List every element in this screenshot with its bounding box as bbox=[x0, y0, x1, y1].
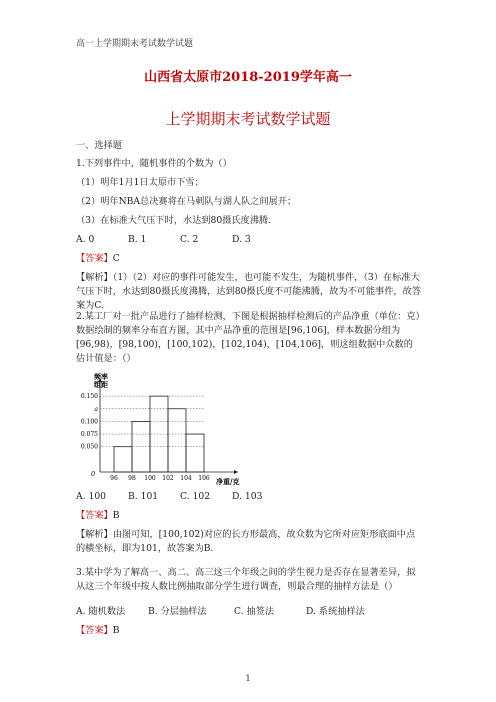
q2-stem: 2.某工厂对一批产品进行了抽样检测，下图是根据抽样检测后的产品净重（单位：克）数据绘制的频率分布直方图，其中产品净重的范围是[96,106]，样本数据分组为[96,98)，[98,100)，[100,102)，[102,104)，[104,106]，则这组数据中众数的估计值是：（） bbox=[76, 311, 421, 364]
title-line-1: 山西省太原市2018-2019学年高一 bbox=[144, 70, 352, 85]
q1-item-1: （1）明年1月1日太原市下雪； bbox=[76, 177, 204, 188]
page-header: 高一上学期期末考试数学试题 bbox=[76, 39, 194, 49]
histogram-bar bbox=[114, 447, 132, 472]
q2-analysis bbox=[76, 528, 422, 556]
y-tick-label: 0.050 bbox=[80, 443, 98, 451]
q1-analysis bbox=[76, 271, 422, 313]
x-axis-label: 净重/克 bbox=[216, 477, 240, 486]
y-tick-label: 0.075 bbox=[80, 431, 98, 439]
q3-options bbox=[76, 605, 422, 619]
q1-options bbox=[76, 233, 422, 247]
q3-option-c: C. 抽签法 bbox=[234, 606, 275, 617]
y-tick-label: 0.150 bbox=[80, 393, 98, 401]
q2-option-a: A. 100 bbox=[76, 491, 107, 502]
q3-stem: 3.某中学为了解高一、高二、高三这三个年级之间的学生视力是否存在显著差异，拟从这三个年级中按人数比例抽取部分学生进行调查，则最合理的抽样方法是（） bbox=[76, 567, 416, 592]
x-tick-label: 102 bbox=[162, 475, 174, 482]
q3-option-a: A. 随机数法 bbox=[76, 606, 126, 617]
y-axis-label-bottom: 组距 bbox=[94, 380, 108, 389]
x-tick-label: 96 bbox=[110, 475, 118, 482]
q1-answer-tag: 【答案】 bbox=[76, 253, 113, 264]
x-tick-label: 100 bbox=[144, 475, 156, 482]
origin-label: 0 bbox=[91, 470, 96, 478]
title-line-2: 上学期期末考试数学试题 bbox=[165, 110, 331, 128]
x-tick-label: 106 bbox=[198, 475, 210, 482]
q2-analysis-text: 由图可知，[100,102)对应的长方形最高，故众数为它所对应矩形底面中点的横坐标，即为101，故答案为B. bbox=[76, 529, 416, 554]
histogram-bar bbox=[186, 434, 204, 472]
q2-option-b: B. 101 bbox=[128, 491, 159, 502]
q1-option-c: C. 2 bbox=[180, 234, 199, 245]
q3-answer bbox=[76, 624, 422, 638]
histogram-bar bbox=[168, 409, 186, 472]
q3-answer-tag: 【答案】 bbox=[76, 625, 113, 636]
x-tick-label: 98 bbox=[128, 475, 136, 482]
q2-answer bbox=[76, 509, 422, 523]
q3-option-b: B. 分层抽样法 bbox=[148, 606, 207, 617]
q1-analysis-tag: 【解析】 bbox=[76, 272, 113, 283]
q2-answer-value: B bbox=[112, 510, 120, 521]
q3-option-d: D. 系统抽样法 bbox=[306, 606, 365, 617]
x-axis-arrow bbox=[234, 470, 238, 474]
q1-item-2: （2）明年NBA总决赛将在马刺队与湖人队之间展开； bbox=[76, 196, 297, 207]
frequency-histogram bbox=[78, 372, 246, 492]
q1-stem: 1.下列事件中，随机事件的个数为（） bbox=[76, 158, 232, 169]
q1-option-d: D. 3 bbox=[232, 234, 251, 245]
histogram-plot-area bbox=[81, 378, 238, 482]
histogram-bar bbox=[150, 396, 168, 472]
y-tick-label: 0.100 bbox=[80, 418, 98, 426]
q1-item-3: （3）在标准大气压下时，水达到80摄氏度沸腾. bbox=[76, 215, 272, 226]
q1-option-a: A. 0 bbox=[76, 234, 95, 245]
page-number: 1 bbox=[245, 674, 251, 683]
y-tick-label: a bbox=[94, 405, 98, 413]
q1-analysis-text: （1）（2）对应的事件可能发生，也可能不发生，为随机事件，（3）在标准大气压下时，水达到80摄氏度沸腾，达到80摄氏度不可能沸腾，故为不可能事件，故答案为C. bbox=[76, 272, 421, 311]
x-tick-label: 104 bbox=[180, 475, 192, 482]
q1-answer-value: C bbox=[112, 253, 120, 264]
q2-option-d: D. 103 bbox=[232, 491, 263, 502]
y-axis-label-top: 频率 bbox=[94, 372, 108, 381]
q3-answer-value: B bbox=[112, 625, 120, 636]
q2-option-c: C. 102 bbox=[180, 491, 211, 502]
q2-options bbox=[76, 490, 422, 504]
q2-analysis-tag: 【解析】 bbox=[76, 529, 113, 540]
section-heading: 一、选择题 bbox=[76, 140, 122, 151]
q1-option-b: B. 1 bbox=[128, 234, 147, 245]
q2-answer-tag: 【答案】 bbox=[76, 510, 113, 521]
q1-answer bbox=[76, 252, 422, 266]
histogram-bar bbox=[132, 421, 150, 472]
